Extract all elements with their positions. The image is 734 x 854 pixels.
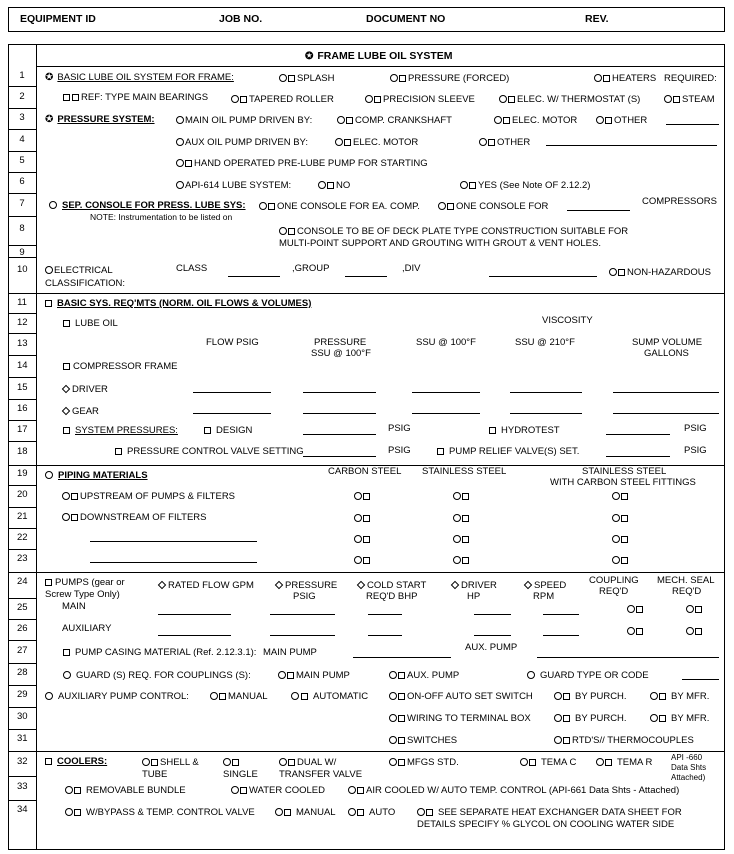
main-pump-label: MAIN PUMP xyxy=(263,647,317,658)
required-label: REQUIRED: xyxy=(664,73,717,84)
ss-row21[interactable] xyxy=(453,514,471,524)
row-number: 7 xyxy=(19,198,25,209)
sscs-row23[interactable] xyxy=(612,556,630,566)
mech-seal-header: MECH. SEAL xyxy=(657,575,715,586)
air-cooled-option[interactable]: AIR COOLED W/ AUTO TEMP. CONTROL (API-661 Data Shts - Attached) xyxy=(348,786,679,796)
row-number: 25 xyxy=(17,602,28,613)
group-blank[interactable] xyxy=(345,276,387,277)
title-text: FRAME LUBE OIL SYSTEM xyxy=(317,50,453,62)
row-number: 28 xyxy=(17,667,28,678)
casing-option[interactable]: PUMP CASING MATERIAL (Ref. 2.12.3.1): xyxy=(63,648,256,658)
flow-header: FLOW PSIG xyxy=(206,337,259,348)
ref-bearings-option[interactable]: REF: TYPE MAIN BEARINGS xyxy=(63,93,208,103)
row-number: 9 xyxy=(19,247,25,258)
aux-other-blank[interactable] xyxy=(546,145,717,146)
viscosity-label: VISCOSITY xyxy=(542,315,593,326)
coolers-label[interactable]: COOLERS: xyxy=(45,757,107,767)
main-seal-option[interactable] xyxy=(686,605,704,615)
row-number: 3 xyxy=(19,112,25,123)
rated-flow-header: RATED FLOW GPM xyxy=(158,581,254,591)
row-number: 34 xyxy=(17,804,28,815)
ss-row23[interactable] xyxy=(453,556,471,566)
deck-plate-option[interactable]: CONSOLE TO BE OF DECK PLATE TYPE CONSTRUCTION SUITABLE FOR xyxy=(279,227,628,237)
pressure-system-label: PRESSURE SYSTEM: xyxy=(57,114,155,125)
pumps-note: Screw Type Only) xyxy=(45,589,120,600)
manual-option[interactable]: MANUAL xyxy=(210,692,268,702)
row-number: 18 xyxy=(17,446,28,457)
cooler-auto-option[interactable]: AUTO xyxy=(348,808,395,818)
other-blank[interactable] xyxy=(666,124,719,125)
elec-thermostat-option[interactable]: ELEC. W/ THERMOSTAT (S) xyxy=(499,95,640,105)
star-icon: ✪ xyxy=(45,114,54,125)
removable-bundle-option[interactable]: REMOVABLE BUNDLE xyxy=(65,786,186,796)
psig-label: PSIG xyxy=(388,423,411,434)
ssu100-header: SSU @ 100°F xyxy=(416,337,476,348)
row-number: 15 xyxy=(17,382,28,393)
pressure-header: PRESSURE xyxy=(314,337,367,348)
elec-motor-option[interactable]: ELEC. MOTOR xyxy=(494,116,577,126)
api614-yes-option[interactable]: YES (See Note OF 2.12.2) xyxy=(460,181,590,191)
see-separate-text: DETAILS SPECIFY % GLYCOL ON COOLING WATER SIDE xyxy=(417,819,675,830)
row-number: 11 xyxy=(17,297,27,308)
guard-main-option[interactable]: MAIN PUMP xyxy=(278,671,350,681)
row-number: 31 xyxy=(17,733,28,744)
aux-other-option[interactable]: OTHER xyxy=(479,138,530,148)
system-pressures-option[interactable]: SYSTEM PRESSURES: xyxy=(63,426,178,436)
api660-note-3: Attached) xyxy=(671,773,706,782)
main-oil-pump-option[interactable]: MAIN OIL PUMP DRIVEN BY: xyxy=(176,116,312,126)
hand-pump-option[interactable]: HAND OPERATED PRE-LUBE PUMP FOR STARTING xyxy=(176,159,428,169)
switches-option[interactable]: SWITCHES xyxy=(389,736,457,746)
comp-crankshaft-option[interactable]: COMP. CRANKSHAFT xyxy=(337,116,452,126)
ss-cs-header-2: WITH CARBON STEEL FITTINGS xyxy=(550,477,696,488)
sep-console-label: SEP. CONSOLE FOR PRESS. LUBE SYS: xyxy=(49,201,246,211)
row-number-divider xyxy=(36,44,37,850)
pressure-forced-option[interactable]: PRESSURE (FORCED) xyxy=(390,74,509,84)
aux-coupling-option[interactable] xyxy=(627,627,645,637)
row-number: 19 xyxy=(17,468,28,479)
api660-note: API -660 xyxy=(671,753,703,762)
aux-elec-motor-option[interactable]: ELEC. MOTOR xyxy=(335,138,418,148)
pressure-header: PRESSURE xyxy=(275,581,337,591)
row-number: 20 xyxy=(17,489,28,500)
console-count-blank[interactable] xyxy=(567,210,630,211)
ssu210-header: SSU @ 210°F xyxy=(515,337,575,348)
cs-row20[interactable] xyxy=(354,492,372,502)
pressure-ssu-header: SSU @ 100°F xyxy=(311,348,371,359)
row-number: 29 xyxy=(17,689,28,700)
cold-start-header: COLD START xyxy=(357,581,426,591)
div-blank[interactable] xyxy=(489,276,597,277)
tube-label: TUBE xyxy=(142,769,168,780)
wiring-by-mfr-option[interactable]: BY MFR. xyxy=(650,714,709,724)
tema-c-option[interactable]: TEMA C xyxy=(520,758,576,768)
psig-label: PSIG xyxy=(684,445,707,456)
hp-header: HP xyxy=(467,591,481,602)
tapered-roller-option[interactable]: TAPERED ROLLER xyxy=(231,95,334,105)
cs-row21[interactable] xyxy=(354,514,372,524)
rtds-option[interactable]: RTD'S// THERMOCOUPLES xyxy=(554,736,694,746)
splash-option[interactable]: SPLASH xyxy=(279,74,335,84)
document-no-label: DOCUMENT NO xyxy=(366,13,446,25)
wiring-option[interactable]: WIRING TO TERMINAL BOX xyxy=(389,714,531,724)
form-title xyxy=(305,51,453,62)
note-text: NOTE: Instrumentation to be listed on xyxy=(90,212,233,222)
coupling-header-2: REQ'D xyxy=(599,586,629,597)
carbon-header: CARBON STEEL xyxy=(328,466,402,477)
row-number: 12 xyxy=(17,317,28,328)
one-console-for-option[interactable]: ONE CONSOLE FOR xyxy=(438,202,548,212)
auxiliary-label: AUXILIARY xyxy=(62,623,112,634)
dual-label: TRANSFER VALVE xyxy=(279,769,363,780)
job-no-label: JOB NO. xyxy=(219,13,263,25)
row-number: 1 xyxy=(19,70,25,81)
row-number: 14 xyxy=(17,360,28,371)
row-number: 5 xyxy=(19,155,25,166)
basic-lube-label: BASIC LUBE OIL SYSTEM FOR FRAME: xyxy=(57,72,234,83)
pumps-option[interactable]: PUMPS (gear or xyxy=(45,578,125,588)
row-number: 8 xyxy=(19,223,25,234)
rev-label: REV. xyxy=(585,13,609,25)
group-label: ,GROUP xyxy=(292,263,330,274)
sump-header: SUMP VOLUME xyxy=(632,337,703,348)
guard-type-label: GUARD TYPE OR CODE xyxy=(527,671,649,681)
heaters-option[interactable]: HEATERS xyxy=(594,74,656,84)
rpm-header: RPM xyxy=(533,591,555,602)
row-number: 4 xyxy=(19,134,25,145)
row-number: 23 xyxy=(17,553,28,564)
psig-label: PSIG xyxy=(388,445,411,456)
driver-header: DRIVER xyxy=(451,581,497,591)
api614-label: API-614 LUBE SYSTEM: xyxy=(176,181,291,191)
gallons-header: GALLONS xyxy=(644,348,689,359)
row-number: 22 xyxy=(17,532,28,543)
tema-r-option[interactable]: TEMA R xyxy=(596,758,652,768)
design-option[interactable]: DESIGN xyxy=(204,426,252,436)
row-number: 2 xyxy=(19,91,25,102)
shell-tube-option[interactable]: SHELL & xyxy=(142,758,199,768)
non-hazardous-option[interactable]: NON-HAZARDOUS xyxy=(609,268,711,278)
star-icon: ✪ xyxy=(305,51,314,62)
class-label: CLASS xyxy=(176,263,208,274)
lube-oil-option[interactable]: LUBE OIL xyxy=(63,319,118,329)
row-number: 30 xyxy=(17,711,28,722)
mech-seal-header-2: REQ'D xyxy=(672,586,702,597)
psig-label: PSIG xyxy=(684,423,707,434)
upstream-option[interactable]: UPSTREAM OF PUMPS & FILTERS xyxy=(62,492,235,502)
cs-row22[interactable] xyxy=(354,535,372,545)
other-option[interactable]: OTHER xyxy=(596,116,647,126)
bypass-option[interactable]: W/BYPASS & TEMP. CONTROL VALVE xyxy=(65,808,255,818)
piping-label: PIPING MATERIALS xyxy=(45,471,148,481)
automatic-option[interactable]: AUTOMATIC xyxy=(291,692,368,702)
onoff-switch-option[interactable]: ON-OFF AUTO SET SWITCH xyxy=(389,692,533,702)
speed-header: SPEED xyxy=(524,581,566,591)
guard-label: GUARD (S) REQ. FOR COUPLINGS (S): xyxy=(63,671,251,681)
gear-label: GEAR xyxy=(62,407,99,417)
stainless-header: STAINLESS STEEL xyxy=(422,466,507,477)
div-label: ,DIV xyxy=(402,263,421,274)
pcv-option[interactable]: PRESSURE CONTROL VALVE SETTING xyxy=(115,447,304,457)
row-number: 32 xyxy=(17,756,28,767)
by-mfr-option[interactable]: BY MFR. xyxy=(650,692,709,702)
ss-cs-header: STAINLESS STEEL xyxy=(582,466,667,477)
row-number: 16 xyxy=(17,403,28,414)
row-number: 10 xyxy=(17,264,28,275)
row-number: 17 xyxy=(17,424,28,435)
by-purch-option[interactable]: BY PURCH. xyxy=(554,692,627,702)
deck-plate-text: MULTI-POINT SUPPORT AND GROUTING WITH GROUT & VENT HOLES. xyxy=(279,238,601,249)
main-label: MAIN xyxy=(62,601,86,612)
aux-oil-pump-option[interactable]: AUX OIL PUMP DRIVEN BY: xyxy=(176,138,308,148)
basic-reqs-label[interactable]: BASIC SYS. REQ'MTS (NORM. OIL FLOWS & VOLUMES) xyxy=(45,299,311,309)
electrical-label: ELECTRICAL xyxy=(45,266,113,276)
row-number: 27 xyxy=(17,645,28,656)
one-console-each-option[interactable]: ONE CONSOLE FOR EA. COMP. xyxy=(259,202,420,212)
row-number: 24 xyxy=(17,576,28,587)
api614-no-option[interactable]: NO xyxy=(318,181,350,191)
sscs-row20[interactable] xyxy=(612,492,630,502)
classification-label: CLASSIFICATION: xyxy=(45,278,126,289)
driver-label: DRIVER xyxy=(62,385,108,395)
sscs-row21[interactable] xyxy=(612,514,630,524)
ss-row20[interactable] xyxy=(453,492,471,502)
water-cooled-option[interactable]: WATER COOLED xyxy=(231,786,325,796)
row-number: 21 xyxy=(17,511,28,522)
steam-option[interactable]: STEAM xyxy=(664,95,715,105)
row-number: 26 xyxy=(17,623,28,634)
dual-option[interactable]: DUAL W/ xyxy=(279,758,336,768)
precision-sleeve-option[interactable]: PRECISION SLEEVE xyxy=(365,95,475,105)
row-number: 6 xyxy=(19,176,25,187)
psig-header: PSIG xyxy=(293,591,316,602)
prv-option[interactable]: PUMP RELIEF VALVE(S) SET. xyxy=(437,447,579,457)
single-label: SINGLE xyxy=(223,769,258,780)
downstream-option[interactable]: DOWNSTREAM OF FILTERS xyxy=(62,513,207,523)
guard-aux-option[interactable]: AUX. PUMP xyxy=(389,671,459,681)
cooler-manual-option[interactable]: MANUAL xyxy=(275,808,336,818)
see-separate-option[interactable]: SEE SEPARATE HEAT EXCHANGER DATA SHEET FOR xyxy=(417,808,682,818)
mfgs-std-option[interactable]: MFGS STD. xyxy=(389,758,459,768)
single-option[interactable] xyxy=(223,758,241,768)
sscs-row22[interactable] xyxy=(612,535,630,545)
aux-seal-option[interactable] xyxy=(686,627,704,637)
star-icon: ✪ xyxy=(45,72,54,83)
compressor-frame-option[interactable]: COMPRESSOR FRAME xyxy=(63,362,178,372)
coupling-header: COUPLING xyxy=(589,575,639,586)
equipment-id-label: EQUIPMENT ID xyxy=(20,13,96,25)
compressors-label: COMPRESSORS xyxy=(642,196,717,207)
ss-row22[interactable] xyxy=(453,535,471,545)
class-blank[interactable] xyxy=(228,276,280,277)
hydrotest-option[interactable]: HYDROTEST xyxy=(489,426,560,436)
main-coupling-option[interactable] xyxy=(627,605,645,615)
aux-pump-label: AUX. PUMP xyxy=(465,642,518,653)
cold-start-header-2: REQ'D BHP xyxy=(366,591,418,602)
api660-note-2: Data Shts xyxy=(671,763,707,772)
cs-row23[interactable] xyxy=(354,556,372,566)
row-number: 13 xyxy=(17,338,28,349)
row-number: 33 xyxy=(17,781,28,792)
wiring-by-purch-option[interactable]: BY PURCH. xyxy=(554,714,627,724)
aux-control-label: AUXILIARY PUMP CONTROL: xyxy=(45,692,189,702)
